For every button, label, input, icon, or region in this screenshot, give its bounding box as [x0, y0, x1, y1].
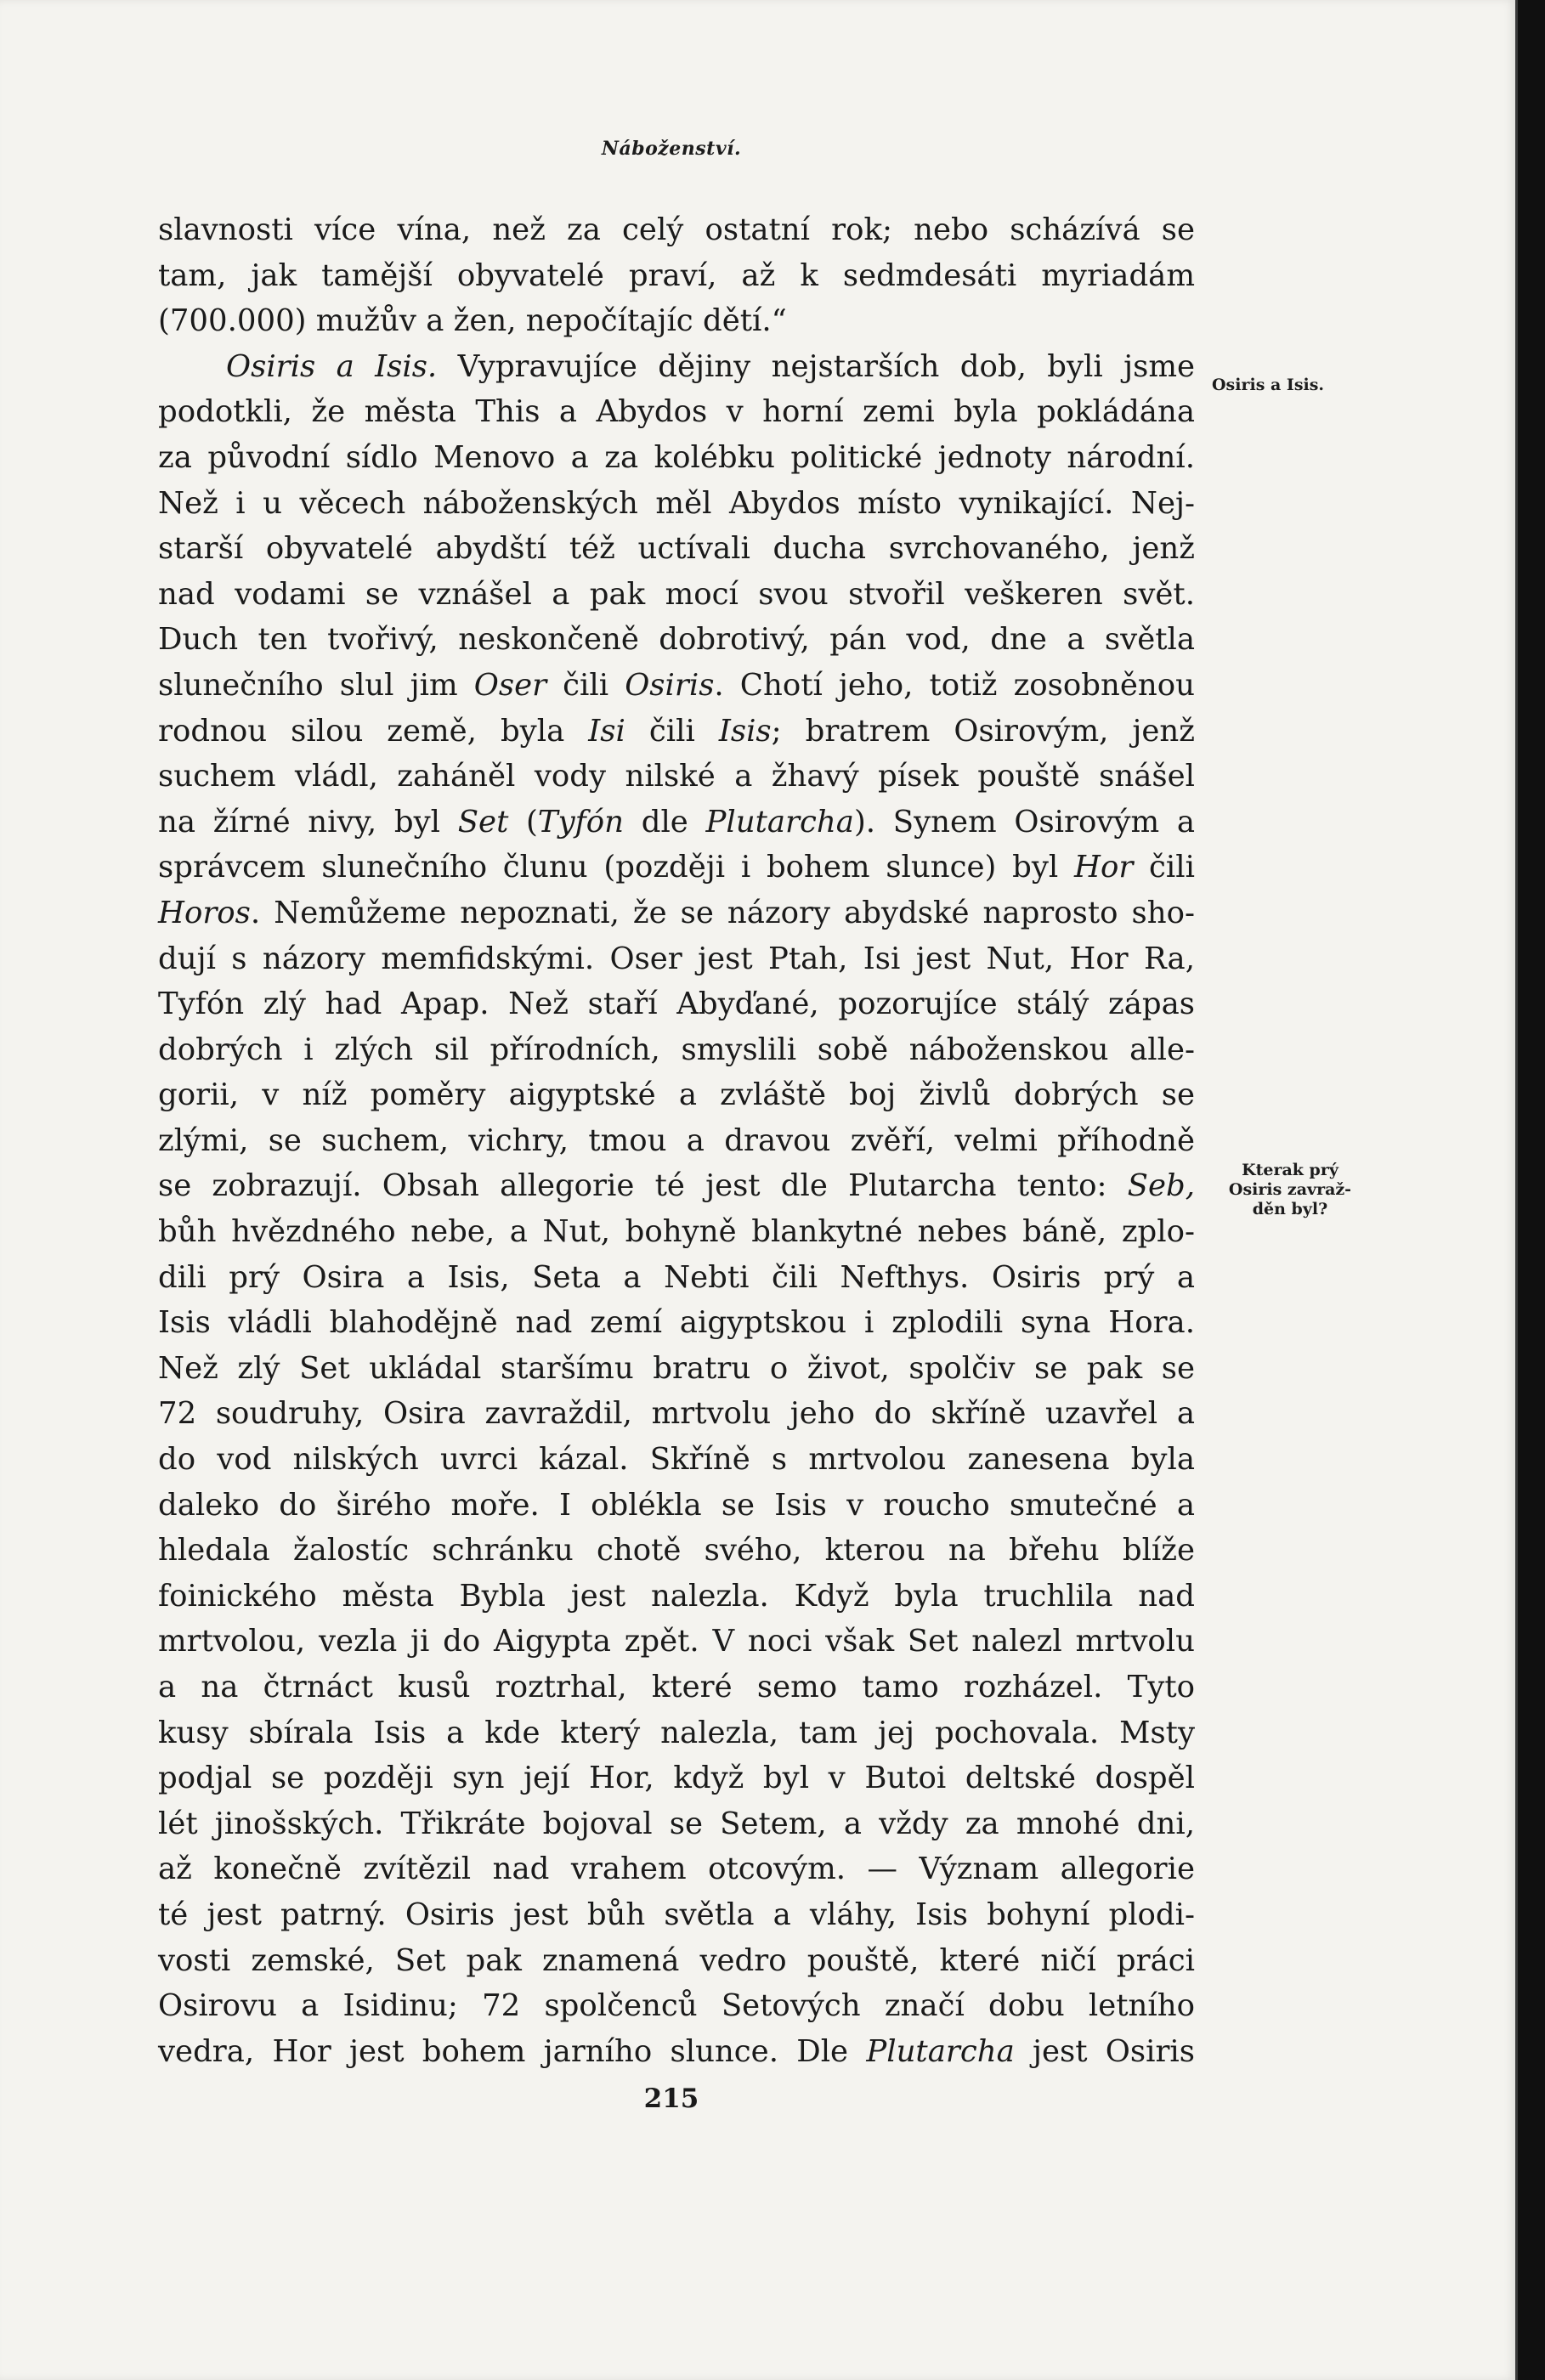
- side-note-line: Osiris a Isis.: [1212, 376, 1325, 394]
- italic-term: Set: [457, 804, 509, 840]
- text-run: Vypravujíce dějiny nejstarších dob, byli jsme: [457, 348, 1195, 384]
- side-note-line: Kterak prý: [1242, 1161, 1338, 1179]
- text-line: suchem vládl, zaháněl vody nilské a žhavý písek pouště snášel: [158, 759, 1195, 794]
- italic-term: Osiris: [625, 667, 715, 703]
- text-run: . Chotí jeho, totiž zosobněnou: [714, 667, 1195, 703]
- body-text: [158, 207, 1195, 2074]
- text-line: Isis vládli blahodějně nad zemí aigyptskou i zplodili syna Hora.: [158, 1305, 1195, 1341]
- text-line: Tyfón zlý had Apap. Než staří Abyďané, pozorujíce stálý zápas: [158, 986, 1195, 1022]
- text-line: 72 soudruhy, Osira zavraždil, mrtvolu jeho do skříně uzavřel a: [158, 1396, 1195, 1432]
- text-line: podotkli, že města This a Abydos v horní zemi byla pokládána: [158, 394, 1195, 430]
- text-run: čili: [563, 667, 609, 703]
- text-run: vedra, Hor jest bohem jarního slunce. Dle: [158, 2033, 849, 2069]
- text-line: [158, 800, 1195, 845]
- text-line: tam, jak tamější obyvatelé praví, až k sedmdesáti myriadám: [158, 257, 1195, 293]
- text-line: nad vodami se vznášel a pak mocí svou stvořil veškeren svět.: [158, 576, 1195, 612]
- italic-term: Plutarcha: [866, 2033, 1015, 2069]
- text-line: zlými, se suchem, vichry, tmou a dravou zvěří, velmi příhodně: [158, 1122, 1195, 1158]
- text-run: čili: [1149, 850, 1195, 885]
- text-line: dují s názory memfidskými. Oser jest Ptah, Isi jest Nut, Hor Ra,: [158, 941, 1195, 976]
- italic-term: Isis: [718, 713, 772, 749]
- text-run: rodnou silou země, byla: [158, 713, 565, 749]
- text-run: správcem slunečního člunu (později i bohem slunce) byl: [158, 850, 1059, 885]
- text-line: hledala žalostíc schránku chotě svého, kterou na břehu blíže: [158, 1533, 1195, 1569]
- text-line: Než zlý Set ukládal staršímu bratru o život, spolčiv se pak se: [158, 1350, 1195, 1386]
- text-line: [158, 709, 1195, 755]
- text-line: [158, 663, 1195, 709]
- text-run: (: [526, 804, 538, 840]
- text-line: dobrých i zlých sil přírodních, smyslili sobě náboženskou alle-: [158, 1032, 1195, 1067]
- page-edge-line: [1515, 0, 1518, 2380]
- text-run: ). Synem Osirovým a: [853, 804, 1196, 840]
- side-note-osiris-isis: [1212, 376, 1382, 395]
- italic-term: Plutarcha: [705, 804, 854, 840]
- text-line: vosti zemské, Set pak znamená vedro pouště, které ničí práci: [158, 1942, 1195, 1978]
- italic-term: Oser: [473, 667, 547, 703]
- text-run: . Nemůžeme nepoznati, že se názory abydské naprosto sho-: [250, 895, 1195, 930]
- text-run: jest Osiris: [1033, 2033, 1195, 2069]
- text-line: a na čtrnáct kusů roztrhal, které semo tamo rozházel. Tyto: [158, 1670, 1195, 1704]
- italic-term: Hor: [1073, 850, 1134, 885]
- text-run: čili: [648, 713, 695, 749]
- text-line: Osirovu a Isidinu; 72 spolčenců Setových značí dobu letního: [158, 1988, 1195, 2024]
- side-note-line: Osiris zavraž-: [1228, 1180, 1352, 1199]
- text-line: za původní sídlo Menovo a za kolébku politické jednoty národní.: [158, 439, 1195, 475]
- text-run: na žírné nivy, byl: [158, 804, 441, 840]
- text-line: [158, 344, 1195, 390]
- text-line: [158, 2029, 1195, 2075]
- text-run: ; bratrem Osirovým, jenž: [771, 713, 1195, 749]
- text-line: gorii, v níž poměry aigyptské a zvláště boj živlů dobrých se: [158, 1077, 1195, 1113]
- text-line: podjal se později syn její Hor, když byl v Butoi deltské dospěl: [158, 1761, 1195, 1796]
- italic-term: Tyfón: [537, 804, 625, 840]
- text-line: starší obyvatelé abydští též uctívali ducha svrchovaného, jenž: [158, 531, 1195, 567]
- italic-term: Horos: [158, 895, 251, 930]
- italic-term: Seb,: [1127, 1168, 1195, 1204]
- text-run: dle: [641, 804, 688, 840]
- side-note-osiris-murder: [1207, 1161, 1373, 1219]
- side-note-line: děn byl?: [1252, 1200, 1328, 1218]
- text-line: foinického města Bybla jest nalezla. Když byla truchlila nad: [158, 1578, 1195, 1614]
- page-number: 215: [643, 2083, 699, 2114]
- text-line: [158, 890, 1195, 936]
- text-line: [158, 845, 1195, 890]
- text-run: slunečního slul jim: [158, 667, 458, 703]
- italic-term: Isi: [588, 713, 625, 749]
- text-line: bůh hvězdného nebe, a Nut, bohyně blankytné nebes báně, zplo-: [158, 1214, 1195, 1250]
- text-line: Než i u věcech náboženských měl Abydos místo vynikající. Nej-: [158, 485, 1195, 521]
- running-title: Náboženství.: [601, 138, 742, 160]
- text-line: mrtvolou, vezla ji do Aigypta zpět. V noci však Set nalezl mrtvolu: [158, 1624, 1195, 1659]
- text-line: (700.000) mužův a žen, nepočítajíc dětí.“: [158, 303, 787, 339]
- text-run: se zobrazují. Obsah allegorie té jest dle Plutarcha tento:: [158, 1168, 1107, 1204]
- text-line: kusy sbírala Isis a kde který nalezla, tam jej pochovala. Msty: [158, 1715, 1195, 1750]
- text-line: až konečně zvítězil nad vrahem otcovým. — Význam allegorie: [158, 1851, 1195, 1887]
- italic-term: Osiris a Isis.: [226, 348, 438, 384]
- text-line: dili prý Osira a Isis, Seta a Nebti čili Nefthys. Osiris prý a: [158, 1259, 1195, 1295]
- text-line: daleko do širého moře. I oblékla se Isis v roucho smutečné a: [158, 1487, 1195, 1523]
- text-line: slavnosti více vína, než za celý ostatní rok; nebo scházívá se: [158, 212, 1195, 247]
- text-line: lét jinošských. Třikráte bojoval se Setem, a vždy za mnohé dni,: [158, 1806, 1195, 1841]
- text-line: do vod nilských uvrci kázal. Skříně s mrtvolou zanesena byla: [158, 1442, 1195, 1478]
- text-line: [158, 1163, 1195, 1209]
- text-line: té jest patrný. Osiris jest bůh světla a vláhy, Isis bohyní plodi-: [158, 1897, 1195, 1932]
- text-line: Duch ten tvořivý, neskončeně dobrotivý, pán vod, dne a světla: [158, 622, 1195, 658]
